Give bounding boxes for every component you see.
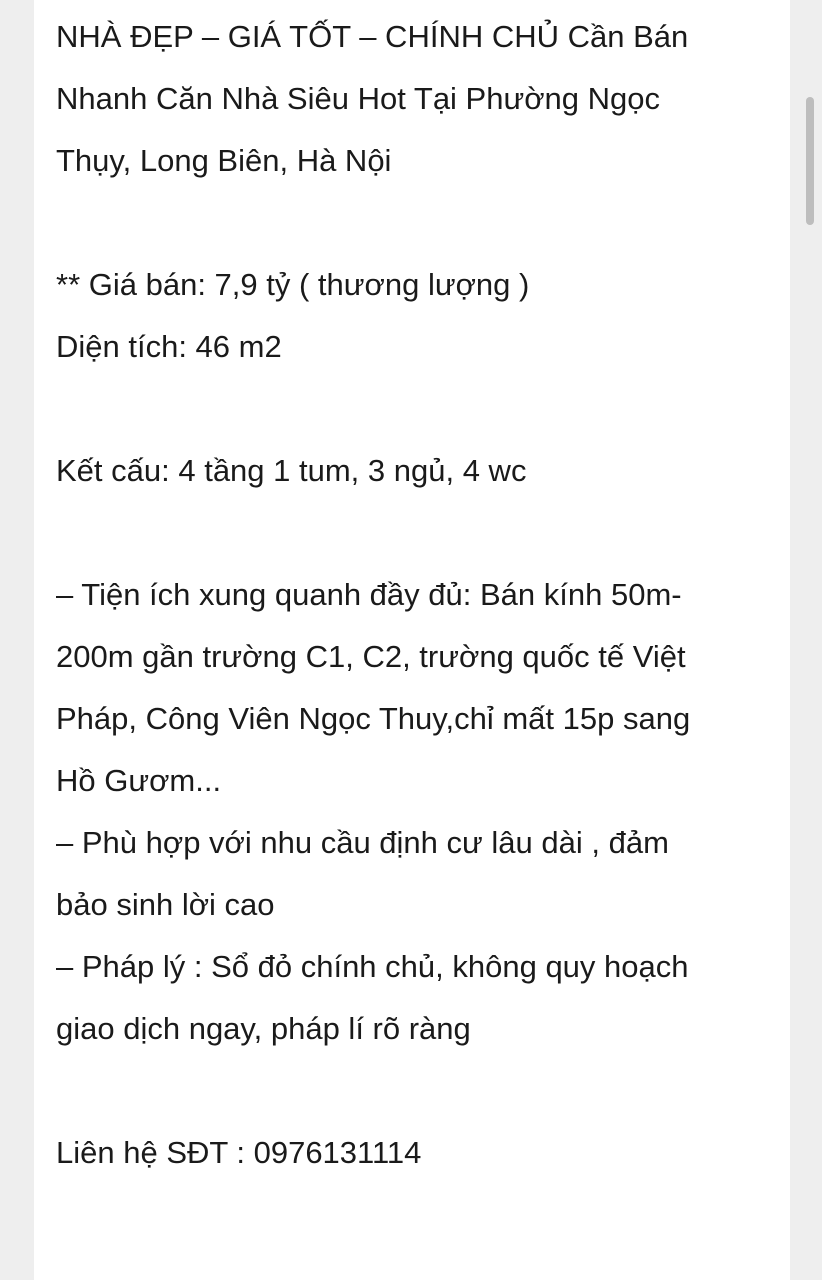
structure-text: Kết cấu: 4 tầng 1 tum, 3 ngủ, 4 wc: [56, 453, 527, 488]
suitability-line-1: – Phù hợp với nhu cầu định cư lâu dài , đảm: [56, 825, 669, 860]
legal-line-2: giao dịch ngay, pháp lí rõ ràng: [56, 1011, 471, 1046]
post-page: [34, 0, 790, 1280]
legal-paragraph: [56, 936, 776, 1060]
amenities-line-2: 200m gần trường C1, C2, trường quốc tế Việt: [56, 639, 686, 674]
suitability-paragraph: [56, 812, 776, 936]
spacer: [56, 1060, 776, 1122]
scrollbar-thumb[interactable]: [806, 97, 814, 225]
legal-line-1: – Pháp lý : Sổ đỏ chính chủ, không quy hoạch: [56, 949, 689, 984]
title-line-1: NHÀ ĐẸP – GIÁ TỐT – CHÍNH CHỦ Cần Bán: [56, 19, 689, 54]
amenities-line-4: Hồ Gươm...: [56, 763, 222, 798]
title-line-3: Thụy, Long Biên, Hà Nội: [56, 143, 392, 178]
spacer: [56, 502, 776, 564]
title-line-2: Nhanh Căn Nhà Siêu Hot Tại Phường Ngọc: [56, 81, 661, 116]
area-text: Diện tích: 46 m2: [56, 329, 282, 364]
post-content: [56, 0, 776, 1184]
price-text: ** Giá bán: 7,9 tỷ ( thương lượng ): [56, 267, 530, 302]
post-title: [56, 6, 776, 192]
spacer: [56, 192, 776, 254]
spacer: [56, 378, 776, 440]
contact-text: Liên hệ SĐT : 0976131114: [56, 1135, 422, 1170]
suitability-line-2: bảo sinh lời cao: [56, 887, 275, 922]
amenities-paragraph: [56, 564, 776, 812]
amenities-line-3: Pháp, Công Viên Ngọc Thuy,chỉ mất 15p sang: [56, 701, 691, 736]
amenities-line-1: – Tiện ích xung quanh đầy đủ: Bán kính 50m-: [56, 577, 682, 612]
